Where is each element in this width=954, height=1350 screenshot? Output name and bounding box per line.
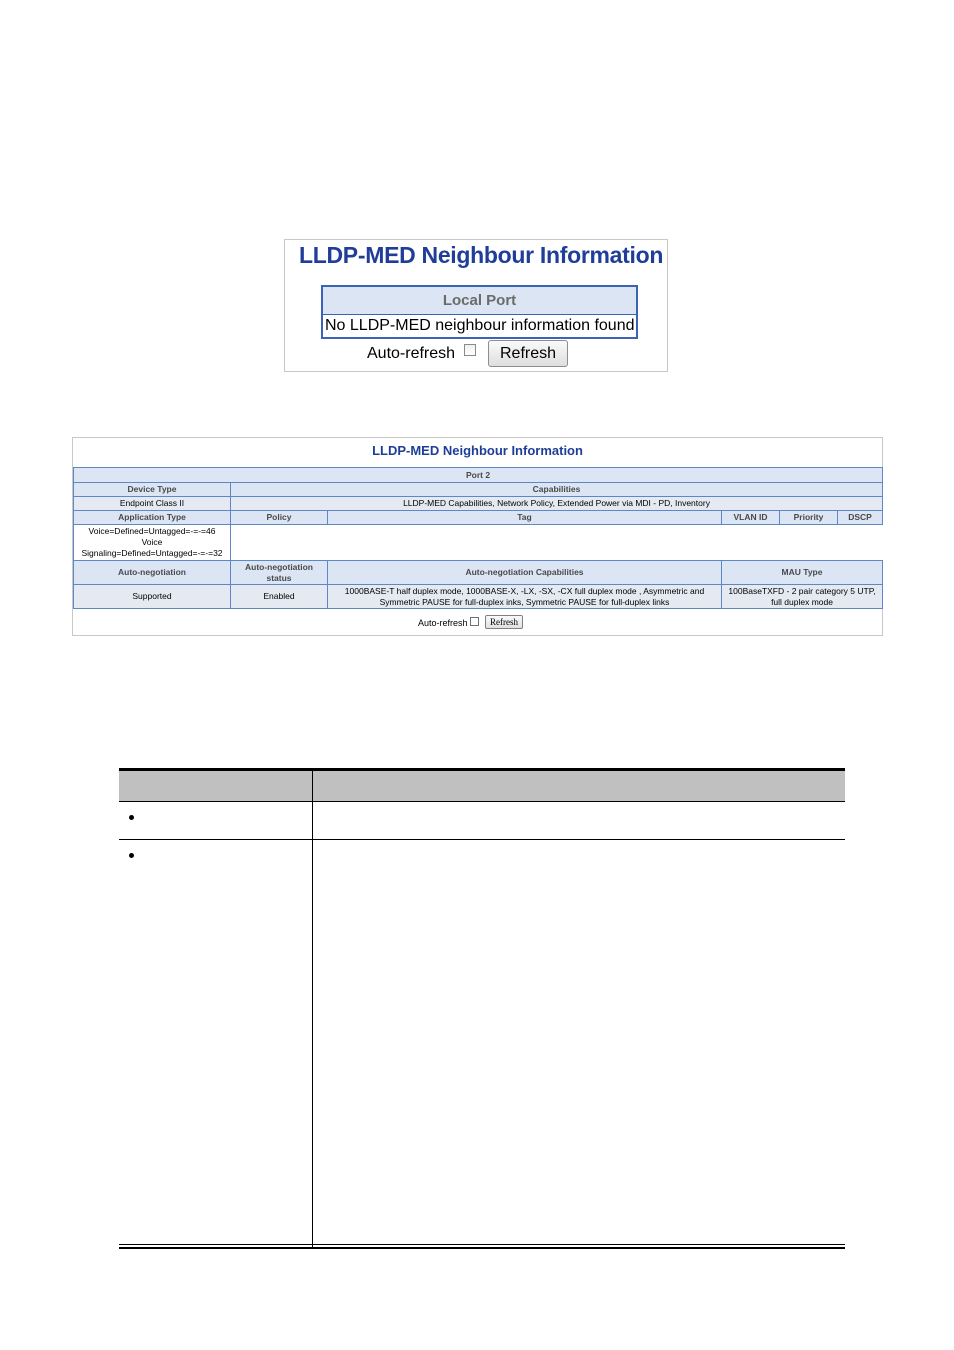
auto-refresh-label: Auto-refresh	[367, 345, 456, 362]
local-port-header: Local Port	[323, 287, 636, 315]
capabilities-value: LLDP-MED Capabilities, Network Policy, Extended Power via MDI - PD, Inventory	[231, 497, 883, 511]
auto-refresh-label: Auto-refresh	[418, 618, 468, 628]
policy-header: Policy	[231, 511, 328, 525]
vlan-id-header: VLAN ID	[722, 511, 780, 525]
neighbour-table	[73, 467, 883, 609]
page-title: LLDP-MED Neighbour Information	[372, 443, 583, 458]
lldp-med-neighbour-screenshot	[72, 437, 883, 636]
application-type-header: Application Type	[74, 511, 231, 525]
device-type-header: Device Type	[74, 483, 231, 497]
priority-header: Priority	[780, 511, 838, 525]
port-header: Port 2	[74, 468, 883, 483]
refresh-button[interactable]: Refresh	[485, 615, 523, 629]
policy-line: Signaling=Defined=Untagged=-=-=32	[81, 548, 223, 558]
dscp-header: DSCP	[838, 511, 883, 525]
empty-cell	[231, 525, 883, 561]
refresh-button[interactable]: Refresh	[488, 340, 568, 367]
mau-type-value: 100BaseTXFD - 2 pair category 5 UTP, full duplex mode	[722, 585, 883, 609]
tag-header: Tag	[328, 511, 722, 525]
description-table	[119, 768, 845, 1250]
column-divider	[312, 771, 313, 1248]
table-bottom-rule	[119, 1247, 845, 1249]
no-neighbour-message: No LLDP-MED neighbour information found	[325, 317, 635, 334]
mau-type-header: MAU Type	[722, 561, 883, 585]
page-title: LLDP-MED Neighbour Information	[299, 242, 664, 268]
auto-negotiation-value: Supported	[74, 585, 231, 609]
auto-refresh-checkbox[interactable]	[470, 617, 479, 626]
auto-refresh-checkbox[interactable]	[464, 344, 476, 356]
auto-negotiation-capabilities-value: 1000BASE-T half duplex mode, 1000BASE-X, -LX, -SX, -CX full duplex mode , Asymmetric and Symmetric PAUSE for full-duplex inks, Symmetric PAUSE for full-duplex links	[328, 585, 722, 609]
lldp-med-empty-screenshot	[284, 239, 668, 372]
bullet-icon	[129, 815, 134, 820]
policy-value	[74, 525, 231, 561]
auto-negotiation-capabilities-header: Auto-negotiation Capabilities	[328, 561, 722, 585]
table-bottom-rule	[119, 1244, 845, 1245]
bullet-icon	[129, 853, 134, 858]
policy-line: Voice	[141, 537, 163, 547]
device-type-value: Endpoint Class II	[74, 497, 231, 511]
capabilities-header: Capabilities	[231, 483, 883, 497]
auto-negotiation-status-value: Enabled	[231, 585, 328, 609]
local-port-table	[321, 285, 638, 339]
auto-negotiation-header: Auto-negotiation	[74, 561, 231, 585]
auto-negotiation-status-header: Auto-negotiation status	[231, 561, 328, 585]
row-divider	[119, 839, 845, 840]
policy-line: Voice=Defined=Untagged=-=-=46	[88, 526, 216, 536]
table-header-row	[119, 771, 845, 802]
